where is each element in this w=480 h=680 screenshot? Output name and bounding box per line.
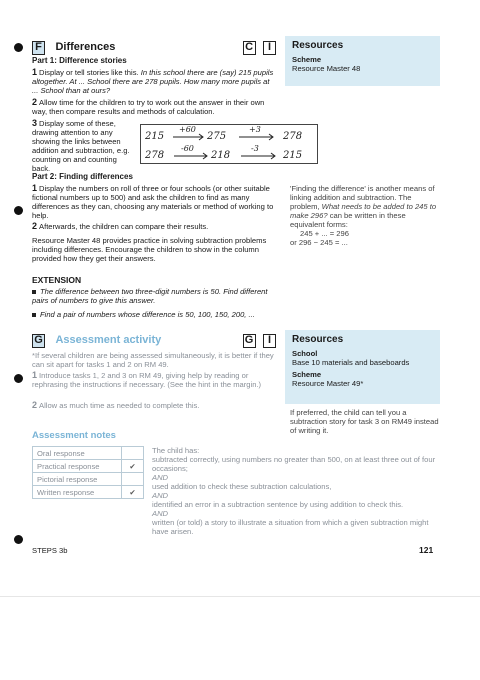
punch-hole-middle-top (14, 206, 23, 215)
diagram-r2-n3: 215 (283, 150, 303, 161)
criteria-and-1: AND (152, 473, 169, 482)
step-number: 2 (32, 400, 38, 410)
response-tick: ✔ (122, 460, 144, 473)
part-2-step-2-text: Afterwards, the children can compare their results. (39, 222, 209, 231)
bullet-icon (32, 313, 36, 317)
response-label: Pictorial response (33, 473, 122, 486)
section-f-letter: F (32, 41, 45, 55)
step-1-story: In this school there are (say) 215 pupils altogether. At ... School there are 278 pupils. How many more pupils at ... School than at ours? (32, 68, 274, 95)
table-row (33, 460, 144, 473)
section-f-title: Differences (55, 41, 116, 53)
resources-1-title: Resources (292, 40, 344, 51)
resources-2-label-scheme: Scheme (292, 370, 322, 379)
side-note-text: 'Finding the difference' is another means of linking addition and subtraction. The problem, (290, 184, 435, 211)
side-note-eq2: or 296 − 245 = ... (290, 238, 348, 247)
assessment-hint: If preferred, the child can tell you a subtraction story for task 3 on RM49 instead of writing it. (290, 408, 439, 435)
table-row (33, 447, 144, 460)
section-g-title: Assessment activity (55, 334, 162, 346)
resources-2-label-school: School (292, 349, 318, 358)
part-2-step-2 (32, 222, 276, 231)
finding-difference-note (290, 184, 440, 247)
extension-item-2 (32, 310, 322, 319)
criteria-4: written (or told) a story to illustrate a situation from which a given subtraction might have arisen. (152, 518, 429, 536)
part-2-step-1 (32, 184, 276, 220)
criteria-and-2: AND (152, 491, 169, 500)
response-tick (122, 473, 144, 486)
section-g-header (32, 330, 276, 346)
step-number: 2 (32, 221, 38, 231)
diagram-r1-n1: 215 (145, 131, 165, 142)
resources-1-label: Scheme (292, 55, 322, 64)
section-g-letter: G (32, 334, 45, 348)
step-number: 3 (32, 118, 38, 128)
section-g-mark-g: G (243, 334, 256, 348)
response-label: Practical response (33, 460, 122, 473)
step-1-text: Display or tell stories like this. (39, 68, 141, 77)
side-note-question: What needs to be added to 245 to make 296? (290, 202, 437, 220)
diagram-r1-n3: 278 (283, 131, 303, 142)
criteria-1: subtracted correctly, using numbers no greater than 500, on at least three out of four occasions; (152, 455, 436, 473)
diagram-r2-n2: 218 (211, 150, 231, 161)
section-f-header (32, 37, 276, 53)
part-1-heading: Part 1: Difference stories (32, 56, 127, 65)
diagram-r1-n2: 275 (207, 131, 227, 142)
extension-item-2-text: Find a pair of numbers whose difference is 50, 100, 150, 200, ... (40, 310, 255, 319)
resources-box-1 (285, 36, 440, 86)
side-note-eq1: 245 + ... = 296 (300, 229, 349, 238)
assessment-step-1-text: Introduce tasks 1, 2 and 3 on RM 49, giving help by reading or rephrasing the instructions if necessary. (See the hint in the margin.) (32, 371, 262, 389)
part-1-step-1 (32, 68, 276, 95)
table-row (33, 473, 144, 486)
diagram-r2-op1: -60 (181, 144, 194, 153)
diagram-r1-op2: +3 (249, 125, 261, 134)
extension-item-1-text: The difference between two three-digit numbers is 50. Find different pairs of numbers to give this answer. (32, 287, 268, 305)
response-tick: ✔ (122, 486, 144, 499)
response-label: Oral response (33, 447, 122, 460)
bullet-icon (32, 290, 36, 294)
assessment-notes-title: Assessment notes (32, 430, 116, 441)
step-number: 1 (32, 183, 38, 193)
page-number: 121 (419, 545, 434, 555)
assessment-step-1 (32, 371, 276, 389)
response-tick (122, 447, 144, 460)
table-row (33, 486, 144, 499)
criteria-3: identified an error in a subtraction sentence by using addition to check this. (152, 500, 404, 509)
page-edge-line (0, 596, 480, 597)
resource-master-note: Resource Master 48 provides practice in solving subtraction problems including differences. Encourage the children to show in the column provided how they get their answers. (32, 236, 267, 263)
punch-hole-middle-bottom (14, 374, 23, 383)
criteria-and-3: AND (152, 509, 169, 518)
part-2-heading: Part 2: Finding differences (32, 172, 133, 181)
section-g-mark-i: I (263, 334, 276, 348)
resources-2-value-school: Base 10 materials and baseboards (292, 358, 410, 367)
response-table (32, 446, 144, 499)
punch-hole-top (14, 43, 23, 52)
step-3-text: Display some of these, drawing attention to any showing the links between addition and subtraction, e.g. counting on and counting back. (32, 119, 130, 173)
resources-2-value-scheme: Resource Master 49* (292, 379, 364, 388)
step-number: 1 (32, 370, 38, 380)
diagram-r2-op2: -3 (251, 144, 259, 153)
criteria-2: used addition to check these subtraction calculations, (152, 482, 332, 491)
resources-2-title: Resources (292, 334, 344, 345)
part-2-step-1-text: Display the numbers on roll of three or four schools (or other suitable fictional numbers up to 500) and ask the children to find as many differences as they can, choosing any materials or method of working to help. (32, 184, 274, 220)
section-f-mark-c: C (243, 41, 256, 55)
number-line-diagram (140, 124, 318, 164)
diagram-r2-n1: 278 (145, 150, 165, 161)
side-note-text-end: can be written in these equivalent forms: (290, 211, 406, 229)
criteria-lead: The child has: (152, 446, 200, 455)
section-f-mark-i: I (263, 41, 276, 55)
footer-book-title: STEPS 3b (32, 546, 68, 555)
assessment-step-2 (32, 401, 276, 410)
diagram-r1-op1: +60 (179, 125, 196, 134)
punch-hole-bottom (14, 535, 23, 544)
part-1-step-2 (32, 98, 276, 116)
step-number: 1 (32, 67, 38, 77)
extension-item-1 (32, 287, 282, 305)
extension-heading: EXTENSION (32, 275, 82, 285)
assessment-step-2-text: Allow as much time as needed to complete this. (39, 401, 200, 410)
step-2-text: Allow time for the children to try to work out the answer in their own way, then compare results and methods of calculation. (32, 98, 265, 116)
assessment-intro: *If several children are being assessed simultaneously, it is better if they can sit apart for tasks 1 and 2 on RM 49. (32, 351, 274, 369)
resources-box-2 (285, 330, 440, 404)
resources-1-value: Resource Master 48 (292, 64, 361, 73)
part-1-step-3 (32, 119, 136, 173)
assessment-criteria (152, 446, 442, 536)
response-label: Written response (33, 486, 122, 499)
step-number: 2 (32, 97, 38, 107)
